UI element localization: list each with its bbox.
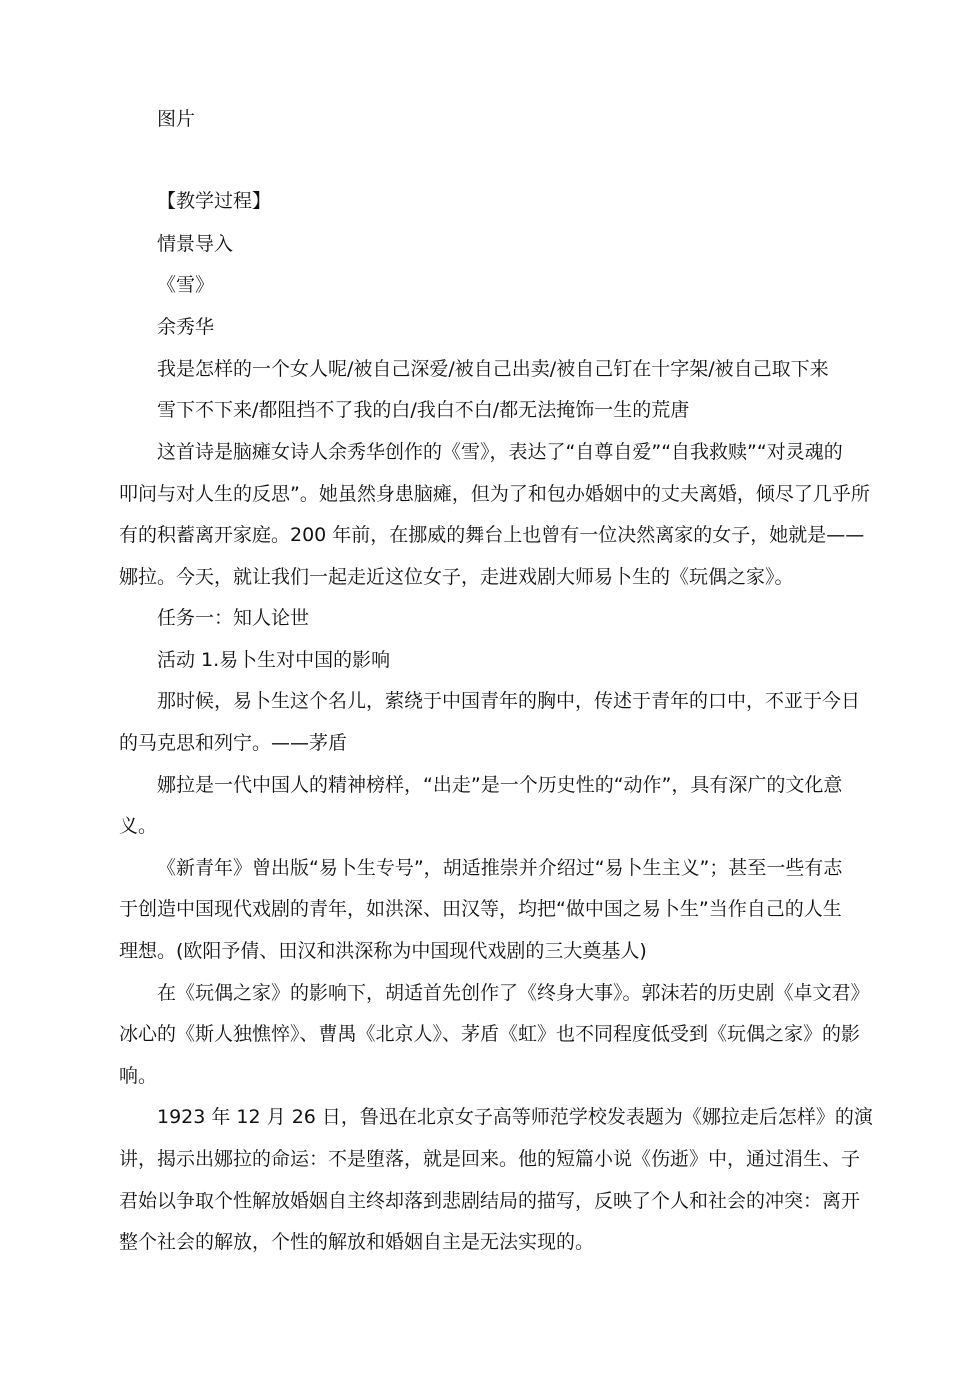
paragraph-line: 《新青年》曾出版“易卜生专号”，胡适推崇并介绍过“易卜生主义”；甚至一些有志 (157, 857, 843, 879)
paragraph-line: 冰心的《斯人独憔悴》、曹禺《北京人》、茅盾《虹》也不同程度低受到《玩偶之家》的影 (119, 1023, 861, 1045)
paragraph-line: 有的积蓄离开家庭。200 年前，在挪威的舞台上也曾有一位决然离家的女子，她就是—— (119, 524, 865, 546)
paragraph-line: 的马克思和列宁。——茅盾 (119, 732, 348, 754)
image-placeholder-label: 图片 (157, 108, 196, 130)
paragraph-line: 这首诗是脑瘫女诗人余秀华创作的《雪》，表达了“自尊自爱”“自我救赎”“对灵魂的 (157, 441, 843, 463)
paragraph-line: 整个社会的解放，个性的解放和婚姻自主是无法实现的。 (119, 1231, 595, 1253)
poem-author: 余秀华 (157, 316, 215, 338)
paragraph-line: 君始以争取个性解放婚姻自主终却落到悲剧结局的描写，反映了个人和社会的冲突：离开 (119, 1190, 861, 1212)
paragraph-line: 娜拉。今天，就让我们一起走近这位女子，走进戏剧大师易卜生的《玩偶之家》。 (119, 566, 794, 588)
paragraph-line: 响。 (119, 1065, 158, 1087)
poem-line: 我是怎样的一个女人呢/被自己深爱/被自己出卖/被自己钉在十字架/被自己取下来 (157, 358, 829, 380)
paragraph-line: 娜拉是一代中国人的精神榜样，“出走”是一个历史性的“动作”，具有深广的文化意 (157, 774, 843, 796)
paragraph-line: 叩问与对人生的反思”。她虽然身患脑瘫，但为了和包办婚姻中的丈夫离婚，倾尽了几乎所 (119, 483, 870, 505)
paragraph-line: 在《玩偶之家》的影响下，胡适首先创作了《终身大事》。郭沫若的历史剧《卓文君》 (157, 982, 870, 1004)
paragraph-line: 于创造中国现代戏剧的青年，如洪深、田汉等，均把“做中国之易卜生”当作自己的人生 (119, 898, 842, 920)
section-heading: 【教学过程】 (157, 190, 272, 212)
activity-heading: 活动 1.易卜生对中国的影响 (157, 649, 391, 671)
paragraph-line: 义。 (119, 815, 158, 837)
paragraph-line: 那时候，易卜生这个名儿，萦绕于中国青年的胸中，传述于青年的口中，不亚于今日 (157, 690, 861, 712)
paragraph-line: 理想。(欧阳予倩、田汉和洪深称为中国现代戏剧的三大奠基人) (119, 940, 647, 962)
poem-title: 《雪》 (157, 274, 215, 296)
poem-line: 雪下不下来/都阻挡不了我的白/我白不白/都无法掩饰一生的荒唐 (157, 399, 690, 421)
subheading-intro: 情景导入 (157, 233, 234, 255)
task-heading: 任务一：知人论世 (157, 607, 310, 629)
paragraph-line: 讲，揭示出娜拉的命运：不是堕落，就是回来。他的短篇小说《伤逝》中，通过涓生、子 (119, 1148, 861, 1170)
paragraph-line: 1923 年 12 月 26 日，鲁迅在北京女子高等师范学校发表题为《娜拉走后怎样》的演 (157, 1106, 873, 1128)
